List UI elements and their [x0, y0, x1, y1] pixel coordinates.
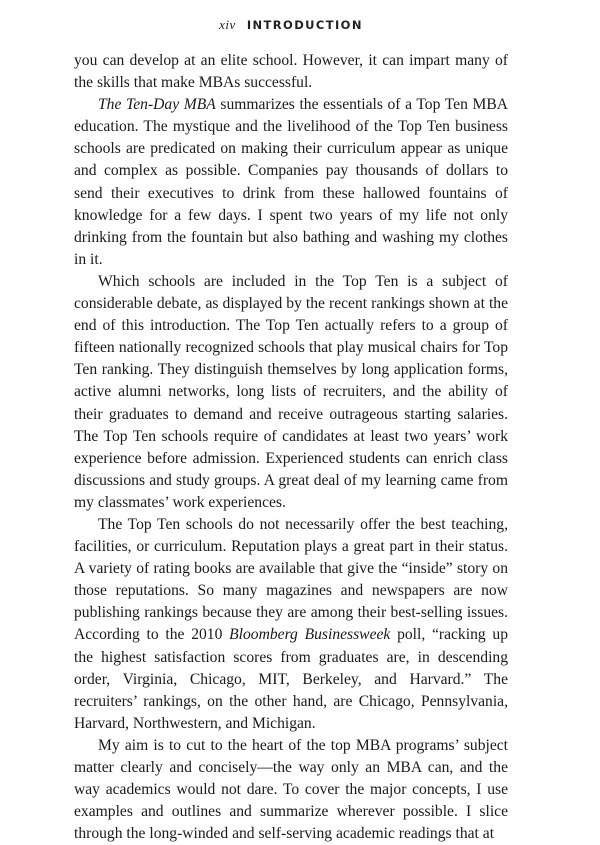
running-head	[74, 17, 508, 33]
book-title: The Ten-Day MBA	[98, 96, 216, 114]
paragraph-reputation	[74, 514, 508, 735]
paragraph-continuation: you can develop at an elite school. However, it can impart many of the skills that make MBAs successful.	[74, 52, 508, 92]
paragraph-ten-day-mba	[74, 94, 508, 271]
section-title: INTRODUCTION	[246, 18, 363, 32]
paragraph-aim: My aim is to cut to the heart of the top MBA programs’ subject matter clearly and concisely—the way only an MBA can, and the way academics would not dare. To cover the major concepts, I use examples and outlines and summarize wherever possible. I slice through the long-winded and self-serving academic readings that at	[74, 736, 508, 843]
publication-title: Bloomberg Businessweek	[229, 626, 391, 644]
paragraph-top-ten-schools: Which schools are included in the Top Ten is a subject of considerable debate, as displayed by the recent rankings shown at the end of this introduction. The Top Ten actually refers to a group of fifteen nationally recognized schools that play musical chairs for Top Ten ranking. They distinguish themselves by long application forms, active alumni networks, long lists of recruiters, and the ability of their graduates to demand and receive outrageous starting salaries. The Top Ten schools require of candidates at least two years’ work experience before admission. Experienced students can enrich class discussions and study groups. A great deal of my learning came from my classmates’ work experiences.	[74, 272, 508, 511]
paragraph-text: The Top Ten schools do not necessarily offer the best teaching, facilities, or curriculum. Reputation plays a great part in their status. A variety of rating books are available that give the “inside” story on those reputations. So many magazines and newspapers are now publishing rankings because they are among their best-selling issues. According to the 2010	[74, 515, 508, 644]
paragraph-text: poll, “racking up the highest satisfaction scores from graduates are, in descending order, Virginia, Chicago, MIT, Berkeley, and Harvard.” The recruiters’ rankings, on the other hand, are Chicago, Pennsylvania, Harvard, Northwestern, and Michigan.	[74, 626, 508, 732]
paragraph-text: summarizes the essentials of a Top Ten MBA education. The mystique and the livelihood of the Top Ten business schools are predicated on making their curriculum appear as unique and complex as possible. Companies pay thousands of dollars to send their executives to drink from these hallowed fountains of knowledge for a few days. I spent two years of my life not only drinking from the fountain but also bathing and washing my clothes in it.	[74, 96, 508, 268]
page-number: xiv	[219, 17, 236, 32]
body-text	[74, 50, 508, 845]
